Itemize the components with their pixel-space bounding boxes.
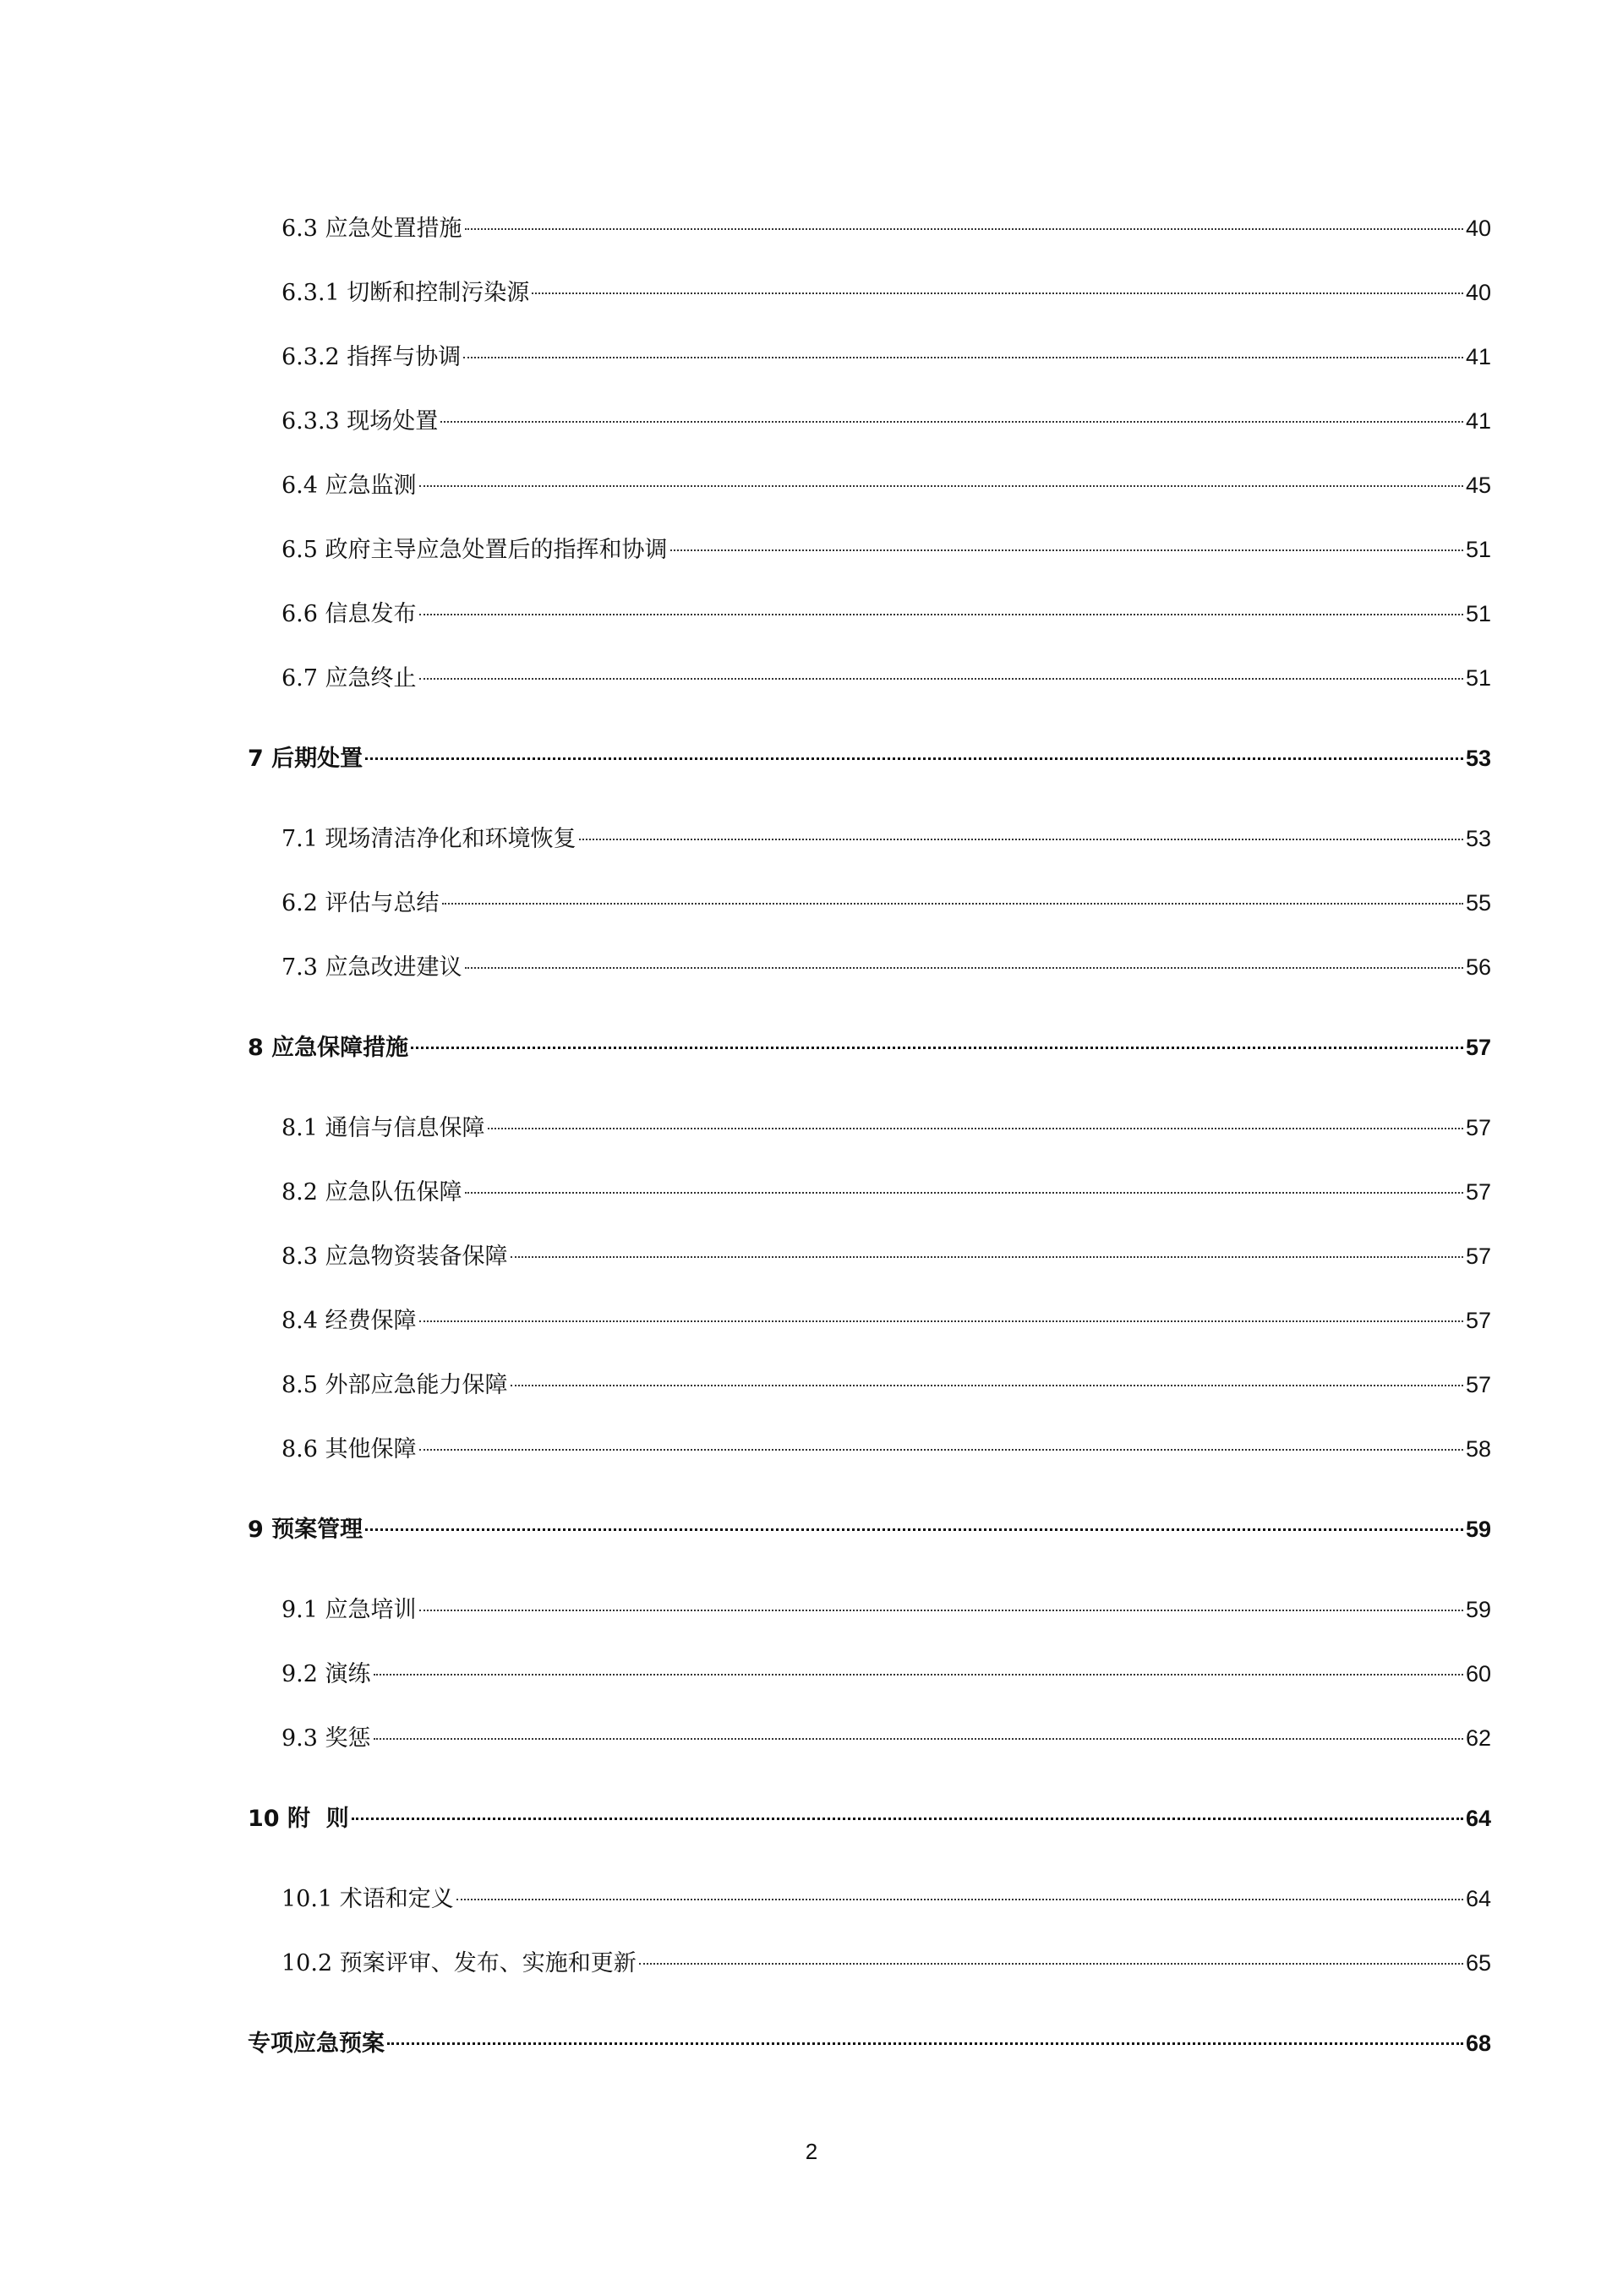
toc-entry-page: 41	[1465, 408, 1491, 434]
toc-entry-title: 6.3 应急处置措施	[281, 216, 462, 242]
toc-dot-leader	[670, 549, 1463, 551]
toc-entry-title: 专项应急预案	[248, 2031, 385, 2057]
toc-entry-6-3-3[interactable]	[281, 402, 1491, 435]
toc-entry-title: 7 后期处置	[248, 746, 363, 772]
toc-entry-title: 6.5 政府主导应急处置后的指挥和协调	[281, 537, 668, 563]
toc-entry-page: 56	[1465, 954, 1491, 980]
toc-entry-title: 10 附 则	[248, 1806, 349, 1832]
toc-entry-page: 64	[1465, 1806, 1491, 1831]
toc-dot-leader	[488, 1128, 1463, 1129]
toc-entry-6-6[interactable]	[281, 595, 1491, 628]
toc-entry-7-3[interactable]	[281, 948, 1491, 981]
toc-dot-leader	[419, 485, 1463, 487]
toc-entry-title: 8.6 其他保障	[281, 1436, 417, 1462]
toc-entry-9-2[interactable]	[281, 1655, 1491, 1688]
toc-entry-9-3[interactable]	[281, 1719, 1491, 1752]
toc-dot-leader	[352, 1818, 1463, 1820]
toc-entry-title: 8 应急保障措施	[248, 1035, 409, 1061]
toc-dot-leader	[440, 421, 1463, 423]
toc-entry-title: 7.3 应急改进建议	[281, 954, 462, 981]
toc-entry-6-5[interactable]	[281, 531, 1491, 564]
toc-entry-title: 6.3.2 指挥与协调	[281, 344, 462, 370]
toc-entry-8-3[interactable]	[281, 1238, 1491, 1271]
toc-dot-leader	[419, 1320, 1463, 1322]
toc-entry-page: 59	[1465, 1517, 1491, 1542]
toc-entry-8-4[interactable]	[281, 1302, 1491, 1335]
toc-entry-page: 62	[1465, 1725, 1491, 1751]
toc-entry-page: 57	[1465, 1035, 1491, 1060]
toc-dot-leader	[456, 1899, 1463, 1900]
toc-entry-page: 53	[1465, 826, 1491, 851]
toc-entry-page: 59	[1465, 1597, 1491, 1622]
toc-entry-title: 9.1 应急培训	[281, 1597, 417, 1623]
toc-dot-leader	[365, 757, 1463, 760]
toc-entry-title: 6.6 信息发布	[281, 601, 417, 627]
toc-dot-leader	[419, 614, 1463, 615]
toc-entry-page: 64	[1465, 1886, 1491, 1911]
toc-entry-title: 7.1 现场清洁净化和环境恢复	[281, 826, 577, 852]
toc-entry-title: 6.3.1 切断和控制污染源	[281, 280, 530, 306]
toc-entry-6-7[interactable]	[281, 659, 1491, 692]
toc-dot-leader	[374, 1674, 1463, 1676]
toc-entry-page: 41	[1465, 344, 1491, 369]
toc-entry-page: 65	[1465, 1950, 1491, 1976]
toc-entry-title: 8.4 经费保障	[281, 1308, 417, 1334]
toc-entry-page: 60	[1465, 1661, 1491, 1686]
toc-entry-page: 58	[1465, 1436, 1491, 1462]
toc-dot-leader	[511, 1385, 1463, 1386]
toc-entry-10-1[interactable]	[281, 1880, 1491, 1913]
toc-dot-leader	[639, 1963, 1463, 1965]
toc-entry-title: 9 预案管理	[248, 1517, 363, 1543]
toc-chapter-9[interactable]	[248, 1511, 1491, 1544]
toc-entry-page: 55	[1465, 890, 1491, 916]
toc-dot-leader	[442, 903, 1463, 905]
toc-dot-leader	[511, 1256, 1463, 1258]
toc-entry-title: 8.2 应急队伍保障	[281, 1179, 462, 1205]
toc-chapter-8[interactable]	[248, 1029, 1491, 1062]
toc-entry-page: 40	[1465, 280, 1491, 305]
toc-entry-title: 8.3 应急物资装备保障	[281, 1244, 508, 1270]
toc-entry-title: 8.5 外部应急能力保障	[281, 1372, 508, 1398]
toc-entry-9-1[interactable]	[281, 1591, 1491, 1624]
toc-dot-leader	[465, 228, 1463, 230]
toc-entry-title: 9.2 演练	[281, 1661, 371, 1687]
toc-entry-page: 51	[1465, 665, 1491, 691]
toc-entry-page: 51	[1465, 537, 1491, 562]
toc-dot-leader	[579, 839, 1463, 840]
toc-dot-leader	[365, 1528, 1463, 1531]
toc-chapter-10[interactable]	[248, 1800, 1491, 1833]
toc-entry-page: 68	[1465, 2031, 1491, 2056]
toc-entry-10-2[interactable]	[281, 1944, 1491, 1977]
toc-entry-title: 6.3.3 现场处置	[281, 408, 439, 435]
toc-entry-7-1[interactable]	[281, 820, 1491, 853]
toc-entry-page: 57	[1465, 1308, 1491, 1333]
toc-entry-page: 57	[1465, 1372, 1491, 1397]
toc-dot-leader	[465, 967, 1463, 969]
toc-special-plan[interactable]	[248, 2025, 1491, 2058]
toc-dot-leader	[387, 2042, 1463, 2045]
toc-entry-page: 57	[1465, 1115, 1491, 1140]
toc-entry-6-3[interactable]	[281, 210, 1491, 243]
toc-dot-leader	[419, 1449, 1463, 1451]
toc-dot-leader	[419, 1610, 1463, 1611]
page-number: 2	[805, 2139, 818, 2164]
toc-entry-title: 6.4 应急监测	[281, 473, 417, 499]
toc-entry-6-3-2[interactable]	[281, 338, 1491, 371]
toc-dot-leader	[411, 1047, 1463, 1049]
toc-entry-6-3-1[interactable]	[281, 274, 1491, 307]
toc-entry-title: 8.1 通信与信息保障	[281, 1115, 485, 1141]
toc-entry-6-2[interactable]	[281, 884, 1491, 917]
toc-entry-title: 6.7 应急终止	[281, 665, 417, 692]
toc-dot-leader	[532, 292, 1463, 294]
toc-entry-page: 45	[1465, 473, 1491, 498]
toc-entry-8-2[interactable]	[281, 1173, 1491, 1206]
toc-entry-title: 10.1 术语和定义	[281, 1886, 454, 1912]
toc-entry-title: 10.2 预案评审、发布、实施和更新	[281, 1950, 637, 1976]
toc-entry-8-6[interactable]	[281, 1430, 1491, 1463]
toc-dot-leader	[465, 1192, 1463, 1194]
toc-entry-page: 57	[1465, 1179, 1491, 1205]
toc-entry-8-1[interactable]	[281, 1109, 1491, 1142]
toc-entry-title: 6.2 评估与总结	[281, 890, 440, 916]
toc-dot-leader	[419, 678, 1463, 680]
toc-chapter-7[interactable]	[248, 740, 1491, 773]
toc-entry-title: 9.3 奖惩	[281, 1725, 371, 1752]
toc-entry-page: 57	[1465, 1244, 1491, 1269]
toc-entry-6-4[interactable]	[281, 467, 1491, 500]
toc-entry-page: 53	[1465, 746, 1491, 771]
toc-entry-page: 40	[1465, 216, 1491, 241]
toc-dot-leader	[374, 1738, 1463, 1740]
toc-dot-leader	[463, 357, 1463, 358]
toc-entry-8-5[interactable]	[281, 1366, 1491, 1399]
toc-entry-page: 51	[1465, 601, 1491, 626]
